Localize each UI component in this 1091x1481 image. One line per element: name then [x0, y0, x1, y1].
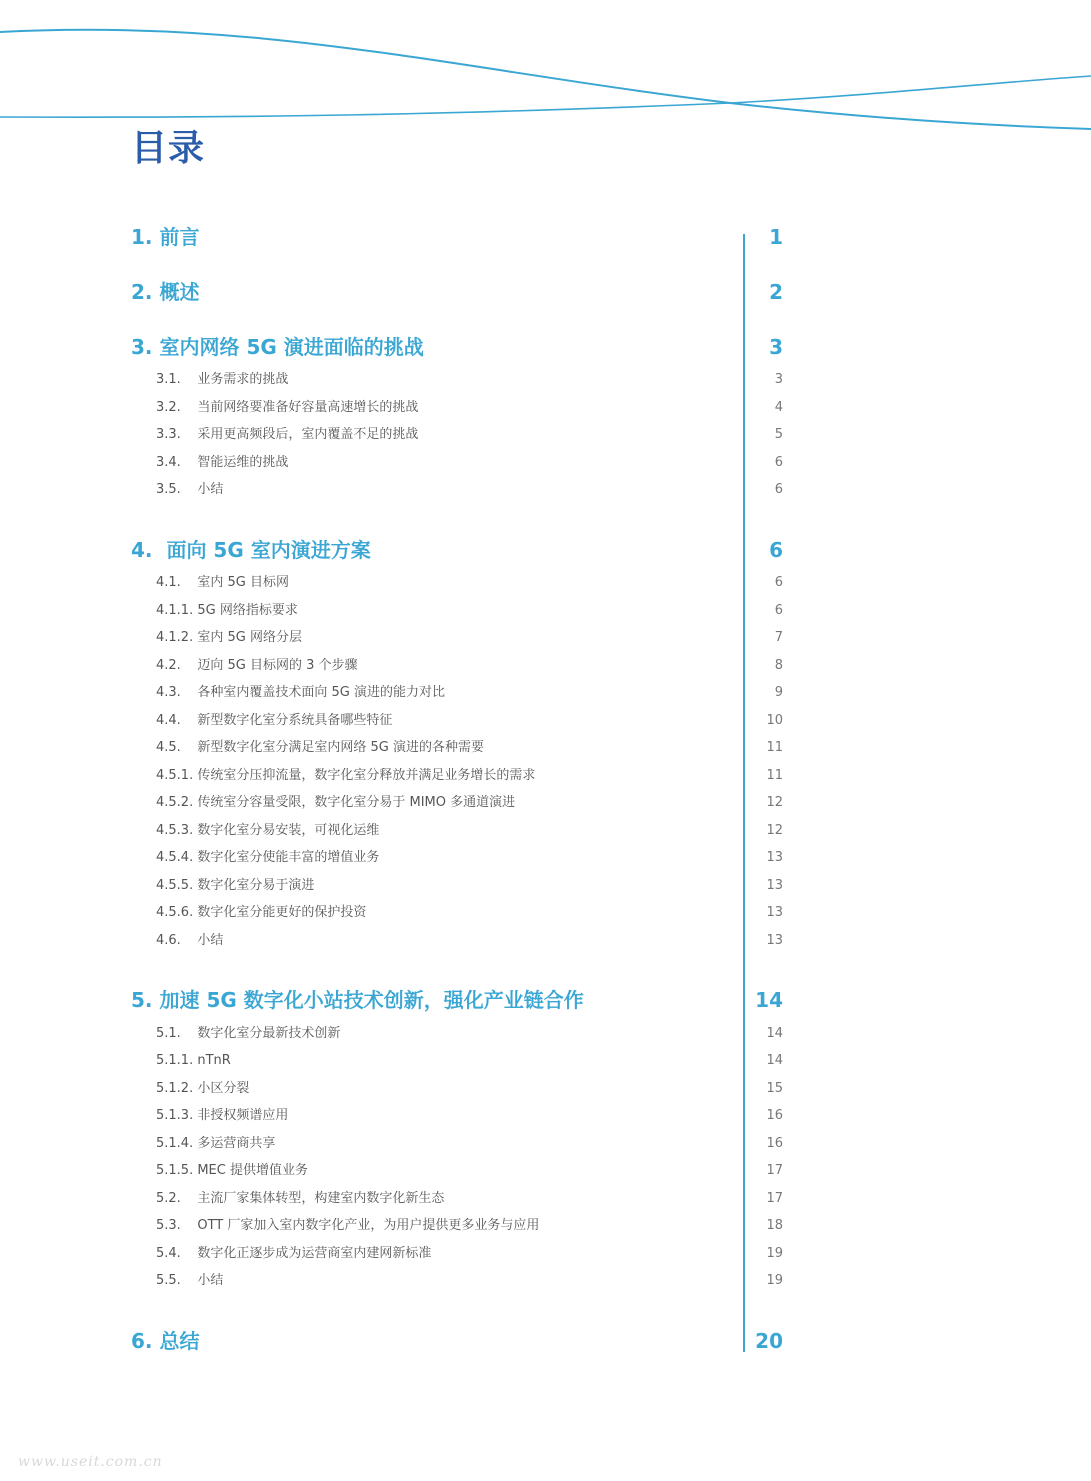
toc-entry-title: 4.5. 新型数字化室分满足室内网络 5G 演进的各种需要: [156, 740, 484, 755]
toc-entry-title: 5.4. 数字化正逐步成为运营商室内建网新标准: [156, 1246, 432, 1261]
page-title: 目录: [131, 128, 206, 169]
toc-entry-page-number: 11: [766, 768, 783, 783]
toc-entry-page-number: 19: [766, 1246, 783, 1261]
toc-entry-page-number: 14: [766, 1026, 783, 1041]
toc-entry-page-number: 10: [766, 713, 783, 728]
toc-entry-title: 5.1.1. nTnR: [156, 1053, 231, 1068]
toc-entry-page-number: 6: [769, 538, 783, 562]
toc-entry-title: 5.1.4. 多运营商共享: [156, 1136, 276, 1151]
toc-entry-title: 5.1. 数字化室分最新技术创新: [156, 1026, 341, 1041]
toc-entry-page-number: 14: [766, 1053, 783, 1068]
toc-entry-title: 5.1.3. 非授权频谱应用: [156, 1108, 289, 1123]
toc-entry-page-number: 8: [774, 658, 783, 673]
toc-entry-page-number: 13: [766, 850, 783, 865]
toc-entry-title: 6. 总结: [131, 1329, 200, 1353]
toc-entry-title: 5.3. OTT 厂家加入室内数字化产业，为用户提供更多业务与应用: [156, 1218, 540, 1233]
toc-entry-title: 4.5.2. 传统室分容量受限，数字化室分易于 MIMO 多通道演进: [156, 795, 516, 810]
toc-entry-page-number: 19: [766, 1273, 783, 1288]
toc-entry-title: 5.1.2. 小区分裂: [156, 1081, 250, 1096]
toc-entry-title: 3. 室内网络 5G 演进面临的挑战: [131, 335, 424, 359]
toc-entry-page-number: 18: [766, 1218, 783, 1233]
toc-entry-page-number: 9: [774, 685, 783, 700]
toc-entry-page-number: 6: [774, 575, 783, 590]
toc-entry-page-number: 20: [755, 1329, 783, 1353]
toc-entry-page-number: 16: [766, 1108, 783, 1123]
toc-entry-title: 4.5.5. 数字化室分易于演进: [156, 878, 315, 893]
toc-entry-title: 3.1. 业务需求的挑战: [156, 372, 289, 387]
toc-entry-page-number: 5: [774, 427, 783, 442]
toc-entry-page-number: 11: [766, 740, 783, 755]
toc-entry-title: 5.1.5. MEC 提供增值业务: [156, 1163, 308, 1178]
toc-entry-title: 2. 概述: [131, 280, 200, 304]
toc-entry-title: 4.5.3. 数字化室分易安装，可视化运维: [156, 823, 380, 838]
toc-entry-page-number: 16: [766, 1136, 783, 1151]
toc-entry-page-number: 13: [766, 878, 783, 893]
toc-entry-title: 4.1.2. 室内 5G 网络分层: [156, 630, 302, 645]
toc-entry-page-number: 12: [766, 795, 783, 810]
toc-entry-page-number: 6: [774, 603, 783, 618]
toc-entry-page-number: 6: [774, 482, 783, 497]
toc-entry-page-number: 2: [769, 280, 783, 304]
toc-entry-title: 4.4. 新型数字化室分系统具备哪些特征: [156, 713, 393, 728]
toc-entry-page-number: 17: [766, 1191, 783, 1206]
header-wave-decoration: [0, 0, 1091, 140]
toc-entry-title: 4.5.1. 传统室分压抑流量，数字化室分释放并满足业务增长的需求: [156, 768, 536, 783]
toc-entry-page-number: 6: [774, 455, 783, 470]
toc-entry-page-number: 3: [774, 372, 783, 387]
watermark-text: www.useit.com.cn: [18, 1454, 163, 1470]
toc-entry-title: 3.2. 当前网络要准备好容量高速增长的挑战: [156, 400, 419, 415]
toc-entry-title: 4.5.4. 数字化室分使能丰富的增值业务: [156, 850, 380, 865]
toc-entry-title: 5. 加速 5G 数字化小站技术创新，强化产业链合作: [131, 988, 584, 1012]
toc-entry-page-number: 12: [766, 823, 783, 838]
toc-entry-title: 5.5. 小结: [156, 1273, 224, 1288]
toc-entry-title: 4.3. 各种室内覆盖技术面向 5G 演进的能力对比: [156, 685, 445, 700]
toc-entry-title: 4.5.6. 数字化室分能更好的保护投资: [156, 905, 367, 920]
toc-entry-title: 3.5. 小结: [156, 482, 224, 497]
toc-entry-page-number: 13: [766, 905, 783, 920]
toc-entry-title: 5.2. 主流厂家集体转型，构建室内数字化新生态: [156, 1191, 445, 1206]
toc-entry-page-number: 1: [769, 225, 783, 249]
toc-entry-title: 4. 面向 5G 室内演进方案: [131, 538, 371, 562]
toc-entry-title: 3.4. 智能运维的挑战: [156, 455, 289, 470]
toc-entry-title: 3.3. 采用更高频段后，室内覆盖不足的挑战: [156, 427, 419, 442]
toc-entry-title: 4.1.1. 5G 网络指标要求: [156, 603, 298, 618]
toc-entry-title: 4.2. 迈向 5G 目标网的 3 个步骤: [156, 658, 358, 673]
toc-entry-page-number: 14: [755, 988, 783, 1012]
toc-entry-page-number: 3: [769, 335, 783, 359]
toc-entry-page-number: 15: [766, 1081, 783, 1096]
toc-entry-title: 4.6. 小结: [156, 933, 224, 948]
toc-entry-title: 1. 前言: [131, 225, 200, 249]
toc-page-divider: [743, 234, 745, 1352]
toc-entry-title: 4.1. 室内 5G 目标网: [156, 575, 289, 590]
toc-entry-page-number: 13: [766, 933, 783, 948]
toc-entry-page-number: 17: [766, 1163, 783, 1178]
toc-entry-page-number: 7: [774, 630, 783, 645]
toc-entry-page-number: 4: [774, 400, 783, 415]
